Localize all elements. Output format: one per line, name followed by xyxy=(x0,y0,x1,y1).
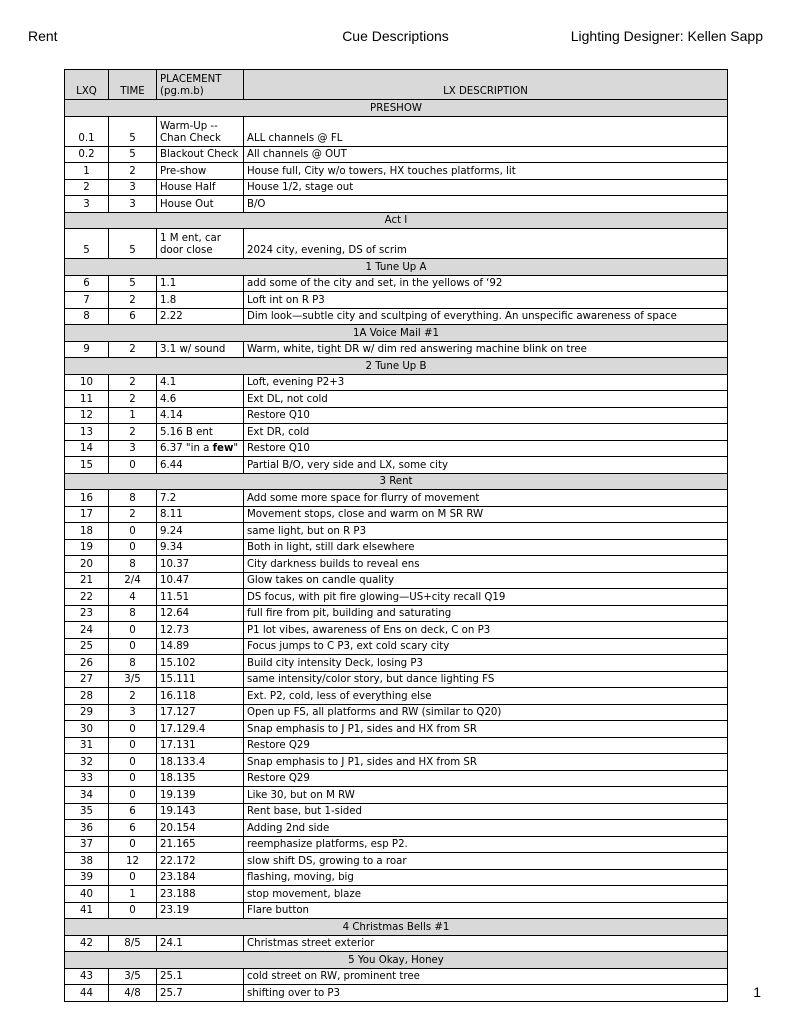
cue-description: flashing, moving, big xyxy=(244,869,728,886)
cue-row xyxy=(65,655,728,672)
cue-number: 42 xyxy=(65,935,109,952)
cue-description: House 1/2, stage out xyxy=(244,179,728,196)
cue-placement: 8.11 xyxy=(157,506,244,523)
cue-number: 24 xyxy=(65,622,109,639)
section-title: 4 Christmas Bells #1 xyxy=(65,919,728,936)
section-header-row xyxy=(65,325,728,342)
cue-time: 5 xyxy=(109,116,157,146)
show-title: Rent xyxy=(28,28,58,44)
cue-row xyxy=(65,457,728,474)
cue-time: 0 xyxy=(109,737,157,754)
section-title: 2 Tune Up B xyxy=(65,358,728,375)
cue-description: House full, City w/o towers, HX touches platforms, lit xyxy=(244,163,728,180)
cue-number: 26 xyxy=(65,655,109,672)
cue-description: Restore Q29 xyxy=(244,737,728,754)
cue-description: Partial B/O, very side and LX, some city xyxy=(244,457,728,474)
cue-number: 8 xyxy=(65,308,109,325)
cue-placement: Pre-show xyxy=(157,163,244,180)
cue-time: 0 xyxy=(109,721,157,738)
cue-time: 0 xyxy=(109,836,157,853)
placement-text: 6.37 "in a xyxy=(160,443,213,454)
cue-description: Open up FS, all platforms and RW (similar to Q20) xyxy=(244,704,728,721)
cue-description: Like 30, but on M RW xyxy=(244,787,728,804)
placement-emphasis: few xyxy=(212,443,234,454)
cue-number: 30 xyxy=(65,721,109,738)
cue-row xyxy=(65,985,728,1002)
cue-placement: 1.1 xyxy=(157,275,244,292)
column-header-placement xyxy=(157,70,244,100)
cue-row xyxy=(65,754,728,771)
cue-description: Loft, evening P2+3 xyxy=(244,374,728,391)
cue-description: 2024 city, evening, DS of scrim xyxy=(244,229,728,259)
cue-placement: 25.1 xyxy=(157,968,244,985)
cue-placement: 9.34 xyxy=(157,539,244,556)
cue-placement: 4.1 xyxy=(157,374,244,391)
cue-placement: 17.129.4 xyxy=(157,721,244,738)
cue-description: City darkness builds to reveal ens xyxy=(244,556,728,573)
cue-table-body xyxy=(65,100,728,1002)
cue-placement: 23.184 xyxy=(157,869,244,886)
cue-row xyxy=(65,179,728,196)
cue-row xyxy=(65,770,728,787)
cue-placement: 24.1 xyxy=(157,935,244,952)
cue-time: 5 xyxy=(109,275,157,292)
cue-number: 1 xyxy=(65,163,109,180)
cue-time: 8 xyxy=(109,490,157,507)
cue-number: 39 xyxy=(65,869,109,886)
cue-placement: House Out xyxy=(157,196,244,213)
cue-time: 12 xyxy=(109,853,157,870)
section-title: Act I xyxy=(65,212,728,229)
cue-row xyxy=(65,163,728,180)
cue-number: 21 xyxy=(65,572,109,589)
cue-placement: 9.24 xyxy=(157,523,244,540)
cue-row xyxy=(65,935,728,952)
cue-time: 0 xyxy=(109,622,157,639)
cue-description: DS focus, with pit fire glowing—US+city recall Q19 xyxy=(244,589,728,606)
cue-placement: 23.19 xyxy=(157,902,244,919)
cue-number: 41 xyxy=(65,902,109,919)
cue-placement: 22.172 xyxy=(157,853,244,870)
cue-number: 16 xyxy=(65,490,109,507)
cue-description: Ext DL, not cold xyxy=(244,391,728,408)
cue-row xyxy=(65,341,728,358)
cue-row xyxy=(65,605,728,622)
cue-description: Movement stops, close and warm on M SR RW xyxy=(244,506,728,523)
cue-number: 0.2 xyxy=(65,146,109,163)
cue-placement: 12.64 xyxy=(157,605,244,622)
cue-row xyxy=(65,523,728,540)
cue-time: 0 xyxy=(109,539,157,556)
cue-placement: 11.51 xyxy=(157,589,244,606)
cue-placement: 17.127 xyxy=(157,704,244,721)
cue-description: Snap emphasis to J P1, sides and HX from SR xyxy=(244,754,728,771)
section-header-row xyxy=(65,259,728,276)
cue-description: Add some more space for flurry of movement xyxy=(244,490,728,507)
cue-number: 27 xyxy=(65,671,109,688)
cue-row xyxy=(65,902,728,919)
cue-number: 19 xyxy=(65,539,109,556)
cue-row xyxy=(65,506,728,523)
cue-row xyxy=(65,572,728,589)
cue-number: 5 xyxy=(65,229,109,259)
cue-number: 44 xyxy=(65,985,109,1002)
column-header-lxq: LXQ xyxy=(65,70,109,100)
cue-description: Flare button xyxy=(244,902,728,919)
section-header-row xyxy=(65,919,728,936)
cue-placement: 2.22 xyxy=(157,308,244,325)
cue-time: 0 xyxy=(109,457,157,474)
cue-time: 8 xyxy=(109,655,157,672)
cue-time: 6 xyxy=(109,820,157,837)
cue-time: 3 xyxy=(109,179,157,196)
cue-row xyxy=(65,374,728,391)
cue-row xyxy=(65,229,728,259)
cue-number: 13 xyxy=(65,424,109,441)
cue-time: 1 xyxy=(109,886,157,903)
cue-number: 32 xyxy=(65,754,109,771)
cue-row xyxy=(65,688,728,705)
cue-description: cold street on RW, prominent tree xyxy=(244,968,728,985)
cue-number: 34 xyxy=(65,787,109,804)
cue-time: 3 xyxy=(109,440,157,457)
cue-row xyxy=(65,292,728,309)
cue-number: 31 xyxy=(65,737,109,754)
cue-description: Christmas street exterior xyxy=(244,935,728,952)
cue-time: 2 xyxy=(109,424,157,441)
cue-row xyxy=(65,275,728,292)
cue-description: Restore Q29 xyxy=(244,770,728,787)
cue-time: 2 xyxy=(109,391,157,408)
cue-row xyxy=(65,886,728,903)
cue-time: 5 xyxy=(109,229,157,259)
column-header-time: TIME xyxy=(109,70,157,100)
placement-text-end: " xyxy=(233,443,239,454)
cue-number: 43 xyxy=(65,968,109,985)
cue-placement: 19.143 xyxy=(157,803,244,820)
cue-description: same intensity/color story, but dance lighting FS xyxy=(244,671,728,688)
cue-placement: 10.47 xyxy=(157,572,244,589)
cue-row xyxy=(65,671,728,688)
cue-time: 0 xyxy=(109,787,157,804)
cue-time: 4/8 xyxy=(109,985,157,1002)
cue-placement: 14.89 xyxy=(157,638,244,655)
cue-time: 5 xyxy=(109,146,157,163)
cue-description: Rent base, but 1-sided xyxy=(244,803,728,820)
cue-number: 36 xyxy=(65,820,109,837)
section-header-row xyxy=(65,952,728,969)
cue-row xyxy=(65,704,728,721)
cue-row xyxy=(65,622,728,639)
cue-placement: 10.37 xyxy=(157,556,244,573)
cue-number: 40 xyxy=(65,886,109,903)
cue-placement: 1 M ent, car door close xyxy=(157,229,244,259)
cue-placement: 17.131 xyxy=(157,737,244,754)
cue-time: 2 xyxy=(109,688,157,705)
cue-time: 8 xyxy=(109,605,157,622)
section-title: 3 Rent xyxy=(65,473,728,490)
cue-number: 11 xyxy=(65,391,109,408)
cue-description: ALL channels @ FL xyxy=(244,116,728,146)
cue-description: Ext DR, cold xyxy=(244,424,728,441)
cue-description: reemphasize platforms, esp P2. xyxy=(244,836,728,853)
cue-placement: 4.14 xyxy=(157,407,244,424)
cue-placement: 25.7 xyxy=(157,985,244,1002)
cue-row xyxy=(65,490,728,507)
cue-number: 37 xyxy=(65,836,109,853)
cue-time: 3 xyxy=(109,196,157,213)
cue-description: Restore Q10 xyxy=(244,440,728,457)
cue-number: 0.1 xyxy=(65,116,109,146)
cue-placement: Warm-Up -- Chan Check xyxy=(157,116,244,146)
cue-placement xyxy=(157,440,244,457)
cue-description: full fire from pit, building and saturating xyxy=(244,605,728,622)
cue-description: Loft int on R P3 xyxy=(244,292,728,309)
section-header-row xyxy=(65,473,728,490)
cue-description: B/O xyxy=(244,196,728,213)
cue-number: 3 xyxy=(65,196,109,213)
cue-row xyxy=(65,424,728,441)
cue-placement: Blackout Check xyxy=(157,146,244,163)
cue-description: shifting over to P3 xyxy=(244,985,728,1002)
cue-placement: House Half xyxy=(157,179,244,196)
cue-number: 12 xyxy=(65,407,109,424)
cue-row xyxy=(65,737,728,754)
cue-row xyxy=(65,589,728,606)
cue-time: 1 xyxy=(109,407,157,424)
cue-number: 29 xyxy=(65,704,109,721)
cue-number: 6 xyxy=(65,275,109,292)
cue-placement: 7.2 xyxy=(157,490,244,507)
cue-description: Adding 2nd side xyxy=(244,820,728,837)
cue-placement: 5.16 B ent xyxy=(157,424,244,441)
cue-placement: 20.154 xyxy=(157,820,244,837)
cue-time: 2/4 xyxy=(109,572,157,589)
cue-row xyxy=(65,638,728,655)
cue-number: 2 xyxy=(65,179,109,196)
cue-number: 9 xyxy=(65,341,109,358)
cue-description: P1 lot vibes, awareness of Ens on deck, C on P3 xyxy=(244,622,728,639)
cue-description: Ext. P2, cold, less of everything else xyxy=(244,688,728,705)
cue-row xyxy=(65,116,728,146)
cue-row xyxy=(65,196,728,213)
cue-description: slow shift DS, growing to a roar xyxy=(244,853,728,870)
cue-row xyxy=(65,836,728,853)
cue-placement: 3.1 w/ sound xyxy=(157,341,244,358)
cue-placement: 12.73 xyxy=(157,622,244,639)
cue-row xyxy=(65,803,728,820)
cue-description: add some of the city and set, in the yellows of ‘92 xyxy=(244,275,728,292)
cue-time: 8 xyxy=(109,556,157,573)
cue-row xyxy=(65,407,728,424)
cue-description: Both in light, still dark elsewhere xyxy=(244,539,728,556)
cue-time: 0 xyxy=(109,770,157,787)
cue-number: 28 xyxy=(65,688,109,705)
section-title: 5 You Okay, Honey xyxy=(65,952,728,969)
document-title: Cue Descriptions xyxy=(342,28,449,44)
cue-description: Glow takes on candle quality xyxy=(244,572,728,589)
cue-row xyxy=(65,820,728,837)
cue-time: 3/5 xyxy=(109,968,157,985)
cue-time: 0 xyxy=(109,754,157,771)
cue-placement: 15.111 xyxy=(157,671,244,688)
page-number: 1 xyxy=(753,984,761,1000)
cue-row xyxy=(65,440,728,457)
cue-number: 17 xyxy=(65,506,109,523)
cue-number: 23 xyxy=(65,605,109,622)
cue-time: 0 xyxy=(109,902,157,919)
cue-placement: 15.102 xyxy=(157,655,244,672)
cue-description: All channels @ OUT xyxy=(244,146,728,163)
section-header-row xyxy=(65,212,728,229)
cue-number: 25 xyxy=(65,638,109,655)
cue-description: Build city intensity Deck, losing P3 xyxy=(244,655,728,672)
section-title: 1 Tune Up A xyxy=(65,259,728,276)
cue-row xyxy=(65,391,728,408)
cue-number: 18 xyxy=(65,523,109,540)
section-header-row xyxy=(65,358,728,375)
placement-header-line1: PLACEMENT xyxy=(160,74,222,85)
cue-placement: 1.8 xyxy=(157,292,244,309)
cue-placement: 16.118 xyxy=(157,688,244,705)
cue-description: Warm, white, tight DR w/ dim red answering machine blink on tree xyxy=(244,341,728,358)
cue-number: 10 xyxy=(65,374,109,391)
cue-time: 2 xyxy=(109,374,157,391)
cue-placement: 19.139 xyxy=(157,787,244,804)
cue-table xyxy=(64,69,728,1002)
section-header-row xyxy=(65,100,728,117)
cue-row xyxy=(65,721,728,738)
cue-number: 14 xyxy=(65,440,109,457)
placement-header-line2: (pg.m.b) xyxy=(160,86,204,97)
cue-placement: 23.188 xyxy=(157,886,244,903)
cue-number: 22 xyxy=(65,589,109,606)
cue-time: 2 xyxy=(109,506,157,523)
cue-number: 38 xyxy=(65,853,109,870)
cue-number: 33 xyxy=(65,770,109,787)
cue-row xyxy=(65,787,728,804)
cue-time: 6 xyxy=(109,803,157,820)
cue-placement: 18.135 xyxy=(157,770,244,787)
cue-description: Dim look—subtle city and scultping of everything. An unspecific awareness of space xyxy=(244,308,728,325)
cue-description: Focus jumps to C P3, ext cold scary city xyxy=(244,638,728,655)
lighting-designer-credit: Lighting Designer: Kellen Sapp xyxy=(570,28,763,44)
cue-description: Restore Q10 xyxy=(244,407,728,424)
cue-time: 0 xyxy=(109,869,157,886)
section-title: 1A Voice Mail #1 xyxy=(65,325,728,342)
cue-placement: 18.133.4 xyxy=(157,754,244,771)
cue-number: 7 xyxy=(65,292,109,309)
cue-row xyxy=(65,869,728,886)
cue-number: 15 xyxy=(65,457,109,474)
cue-number: 20 xyxy=(65,556,109,573)
cue-table-header xyxy=(65,70,728,100)
cue-time: 6 xyxy=(109,308,157,325)
cue-number: 35 xyxy=(65,803,109,820)
cue-placement: 4.6 xyxy=(157,391,244,408)
cue-time: 3/5 xyxy=(109,671,157,688)
cue-placement: 21.165 xyxy=(157,836,244,853)
cue-description: stop movement, blaze xyxy=(244,886,728,903)
cue-row xyxy=(65,146,728,163)
cue-time: 0 xyxy=(109,638,157,655)
cue-time: 8/5 xyxy=(109,935,157,952)
cue-time: 2 xyxy=(109,341,157,358)
cue-row xyxy=(65,539,728,556)
cue-row xyxy=(65,853,728,870)
cue-time: 0 xyxy=(109,523,157,540)
cue-description: same light, but on R P3 xyxy=(244,523,728,540)
cue-time: 3 xyxy=(109,704,157,721)
cue-time: 2 xyxy=(109,163,157,180)
cue-row xyxy=(65,308,728,325)
cue-description: Snap emphasis to J P1, sides and HX from SR xyxy=(244,721,728,738)
column-header-description: LX DESCRIPTION xyxy=(244,70,728,100)
cue-placement: 6.44 xyxy=(157,457,244,474)
cue-time: 4 xyxy=(109,589,157,606)
section-title: PRESHOW xyxy=(65,100,728,117)
cue-row xyxy=(65,968,728,985)
cue-time: 2 xyxy=(109,292,157,309)
cue-row xyxy=(65,556,728,573)
